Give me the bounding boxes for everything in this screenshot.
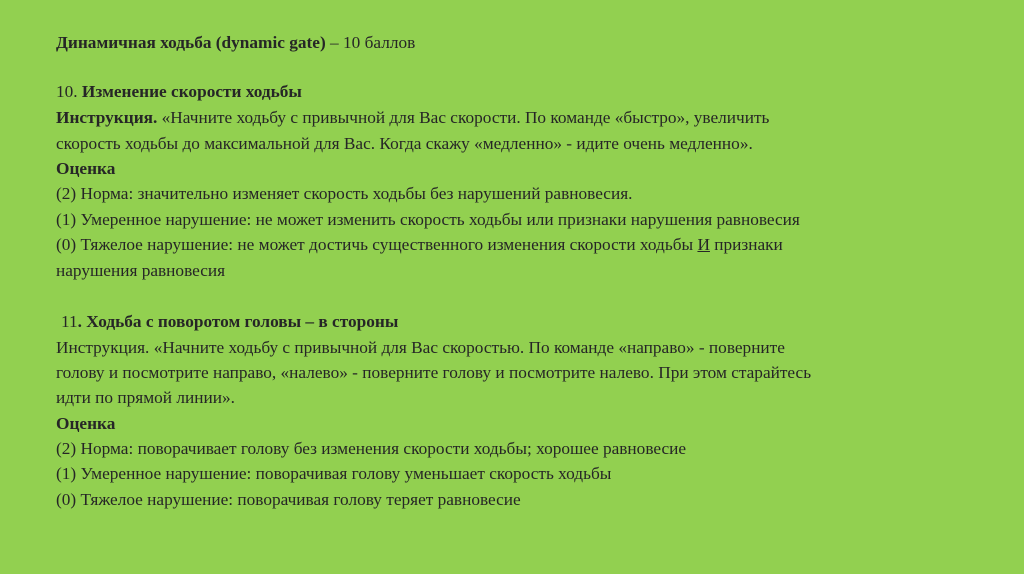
slide-title [56,32,415,54]
section11-score-0: (0) Тяжелое нарушение: поворачивая голову теряет равновесие [56,490,521,509]
section10-score-1: (1) Умеренное нарушение: не может изменить скорость ходьбы или признаки нарушения равновесия [56,210,800,229]
section10-score-0-line2: нарушения равновесия [56,261,226,280]
section10-score-0-text-b: признаки [709,235,783,254]
section10-title: Изменение скорости ходьбы [81,82,302,101]
title-bold: Динамичная ходьба (dynamic gate) [56,33,326,52]
section10-instruction-line1 [56,107,769,129]
section10-heading [56,81,302,103]
section11-title: . Ходьба с поворотом головы – в стороны [77,312,399,331]
title-rest: – 10 баллов [325,33,416,52]
section10-instruction-line2: скорость ходьбы до максимальной для Вас. Когда скажу «медленно» - идите очень медленно». [56,134,753,153]
section10-instruction-label: Инструкция. [56,108,158,127]
section11-instruction-line1: Инструкция. «Начните ходьбу с привычной для Вас скоростью. По команде «направо» - поверните [56,338,785,357]
section10-score-0-and: И [697,235,710,254]
section10-score-label: Оценка [56,159,116,178]
section11-score-2: (2) Норма: поворачивает голову без изменения скорости ходьбы; хорошее равновесие [56,439,687,458]
section11-score-1: (1) Умеренное нарушение: поворачивая голову уменьшает скорость ходьбы [56,464,612,483]
section11-instruction-line2: голову и посмотрите направо, «налево» - поверните голову и посмотрите налево. При этом старайтесь [56,363,812,382]
section10-score-2: (2) Норма: значительно изменяет скорость ходьбы без нарушений равновесия. [56,184,633,203]
section11-heading [61,311,398,333]
section11-instruction-line3: идти по прямой линии». [56,388,235,407]
section10-score-0-text-a: (0) Тяжелое нарушение: не может достичь существенного изменения скорости ходьбы [56,235,698,254]
section10-score-0 [56,234,783,256]
section11-number: 11 [61,312,78,331]
section10-instruction-text1: «Начните ходьбу с привычной для Вас скорости. По команде «быстро», увеличить [157,108,770,127]
section11-score-label: Оценка [56,414,116,433]
section10-number: 10. [56,82,82,101]
